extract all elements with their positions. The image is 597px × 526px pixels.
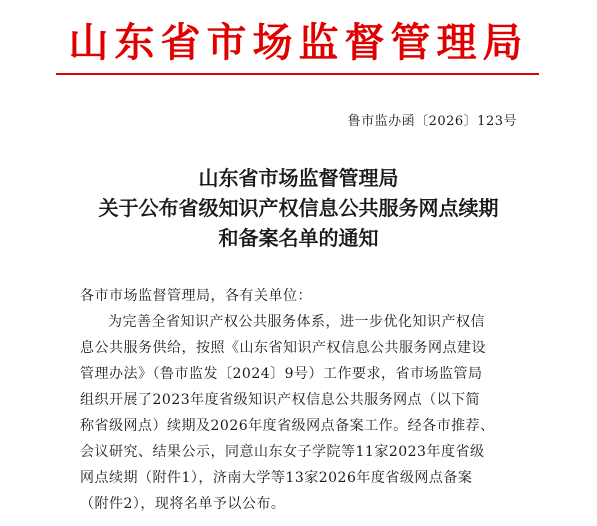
salutation: 各市市场监督管理局，各有关单位： xyxy=(80,288,312,304)
paragraph-line: 管理办法》（鲁市监发〔2024〕9号）工作要求，省市场监管局 xyxy=(80,366,483,382)
title-line-subject: 关于公布省级知识产权信息公共服务网点续期 xyxy=(98,196,499,220)
title-line-issuer: 山东省市场监督管理局 xyxy=(198,166,399,190)
paragraph-line: 网点续期（附件1），济南大学等13家2026年度省级网点备案 xyxy=(80,470,473,486)
document-number: 鲁市监办函〔2026〕123号 xyxy=(347,114,517,129)
red-rule-divider xyxy=(56,73,539,75)
notice-body xyxy=(80,283,525,517)
notice-title xyxy=(0,163,597,253)
paragraph-line: 为完善全省知识产权公共服务体系，进一步优化知识产权信 xyxy=(108,314,485,330)
paragraph-line: 称省级网点）续期及2026年度省级网点备案工作。经各市推荐、 xyxy=(80,418,495,434)
title-line-subject-cont: 和备案名单的通知 xyxy=(218,226,379,250)
paragraph-line: 息公共服务供给，按照《山东省知识产权信息公共服务网点建设 xyxy=(80,340,486,356)
masthead-title: 山东省市场监督管理局 xyxy=(68,19,529,66)
paragraph-line: 组织开展了2023年度省级知识产权信息公共服务网点（以下简 xyxy=(80,392,481,408)
paragraph-line: 会议研究、结果公示，同意山东女子学院等11家2023年度省级 xyxy=(80,444,485,460)
paragraph-line: （附件2），现将名单予以公布。 xyxy=(80,496,286,512)
